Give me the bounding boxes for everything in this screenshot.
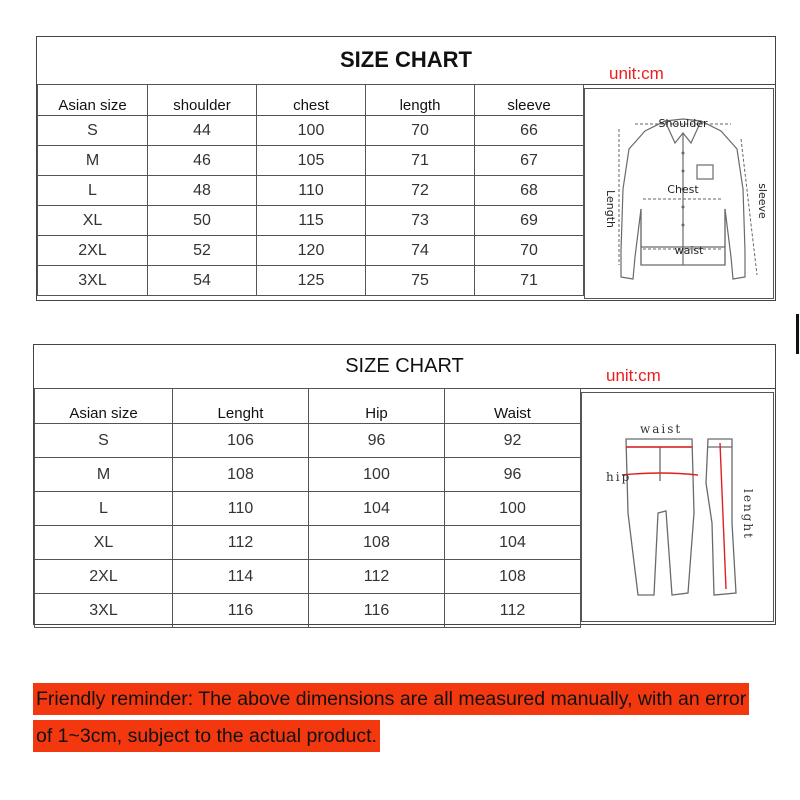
value-cell: 112: [309, 560, 445, 594]
size-cell: S: [38, 116, 148, 146]
value-cell: 104: [445, 526, 581, 560]
size-cell: 2XL: [38, 236, 148, 266]
value-cell: 74: [366, 236, 475, 266]
value-cell: 106: [173, 424, 309, 458]
value-cell: 116: [309, 594, 445, 628]
shirt-label-shoulder: Shoulder: [658, 117, 708, 130]
value-cell: 67: [475, 146, 584, 176]
table-row: [35, 560, 581, 594]
table-row: [38, 266, 584, 296]
pants-header-cell: Hip: [309, 389, 445, 424]
table-row: [38, 116, 584, 146]
value-cell: 75: [366, 266, 475, 296]
value-cell: 48: [148, 176, 257, 206]
value-cell: 71: [366, 146, 475, 176]
value-cell: 116: [173, 594, 309, 628]
edge-mark: [796, 314, 799, 354]
size-cell: XL: [35, 526, 173, 560]
reminder-line-2: of 1~3cm, subject to the actual product.: [33, 720, 380, 752]
reminder-line-1: Friendly reminder: The above dimensions are all measured manually, with an error: [33, 683, 749, 715]
shirt-label-waist: waist: [674, 244, 704, 257]
value-cell: 92: [445, 424, 581, 458]
value-cell: 108: [173, 458, 309, 492]
table-row: [38, 236, 584, 266]
table-row: [35, 458, 581, 492]
value-cell: 100: [257, 116, 366, 146]
value-cell: 54: [148, 266, 257, 296]
size-cell: 3XL: [38, 266, 148, 296]
value-cell: 120: [257, 236, 366, 266]
pants-label-waist: waist: [640, 422, 683, 436]
size-cell: 3XL: [35, 594, 173, 628]
value-cell: 70: [366, 116, 475, 146]
shirt-header-cell: length: [366, 85, 475, 116]
value-cell: 100: [309, 458, 445, 492]
value-cell: 108: [309, 526, 445, 560]
table-row: [35, 424, 581, 458]
pants-header-cell: Waist: [445, 389, 581, 424]
value-cell: 44: [148, 116, 257, 146]
value-cell: 70: [475, 236, 584, 266]
shirt-size-chart: [36, 36, 776, 301]
pants-header-cell: Asian size: [35, 389, 173, 424]
value-cell: 96: [445, 458, 581, 492]
shirt-label-chest: Chest: [667, 183, 699, 196]
size-cell: L: [35, 492, 173, 526]
shirt-measurement-diagram: [584, 88, 774, 299]
value-cell: 46: [148, 146, 257, 176]
value-cell: 108: [445, 560, 581, 594]
shirt-header-cell: sleeve: [475, 85, 584, 116]
pants-diagram-svg: [582, 393, 773, 621]
shirt-header-cell: shoulder: [148, 85, 257, 116]
pants-unit-label: unit:cm: [606, 366, 661, 385]
shirt-chart-title: SIZE CHART: [340, 47, 472, 72]
size-cell: L: [38, 176, 148, 206]
value-cell: 110: [173, 492, 309, 526]
value-cell: 50: [148, 206, 257, 236]
value-cell: 72: [366, 176, 475, 206]
value-cell: 100: [445, 492, 581, 526]
value-cell: 52: [148, 236, 257, 266]
value-cell: 104: [309, 492, 445, 526]
size-cell: 2XL: [35, 560, 173, 594]
pants-header-cell: Lenght: [173, 389, 309, 424]
value-cell: 114: [173, 560, 309, 594]
value-cell: 105: [257, 146, 366, 176]
value-cell: 68: [475, 176, 584, 206]
value-cell: 73: [366, 206, 475, 236]
pants-size-chart: [33, 344, 776, 625]
size-cell: M: [38, 146, 148, 176]
size-cell: XL: [38, 206, 148, 236]
size-cell: S: [35, 424, 173, 458]
pants-measurement-diagram: [581, 392, 774, 622]
table-row: [38, 176, 584, 206]
shirt-label-sleeve: sleeve: [756, 183, 769, 219]
value-cell: 115: [257, 206, 366, 236]
pants-chart-title: SIZE CHART: [345, 355, 464, 377]
shirt-header-cell: chest: [257, 85, 366, 116]
table-row: [35, 526, 581, 560]
pants-label-hip: hip: [606, 470, 632, 484]
value-cell: 69: [475, 206, 584, 236]
value-cell: 110: [257, 176, 366, 206]
value-cell: 71: [475, 266, 584, 296]
table-row: [35, 594, 581, 628]
shirt-label-length: Length: [604, 190, 617, 228]
table-row: [38, 146, 584, 176]
size-cell: M: [35, 458, 173, 492]
shirt-size-table: [37, 84, 584, 296]
shirt-diagram-svg: [585, 89, 773, 298]
value-cell: 96: [309, 424, 445, 458]
value-cell: 125: [257, 266, 366, 296]
table-row: [35, 492, 581, 526]
table-row: [38, 206, 584, 236]
pants-label-length: lenght: [741, 489, 755, 540]
value-cell: 112: [173, 526, 309, 560]
shirt-unit-label: unit:cm: [609, 64, 664, 83]
value-cell: 112: [445, 594, 581, 628]
pants-size-table: [34, 388, 581, 628]
shirt-header-cell: Asian size: [38, 85, 148, 116]
value-cell: 66: [475, 116, 584, 146]
